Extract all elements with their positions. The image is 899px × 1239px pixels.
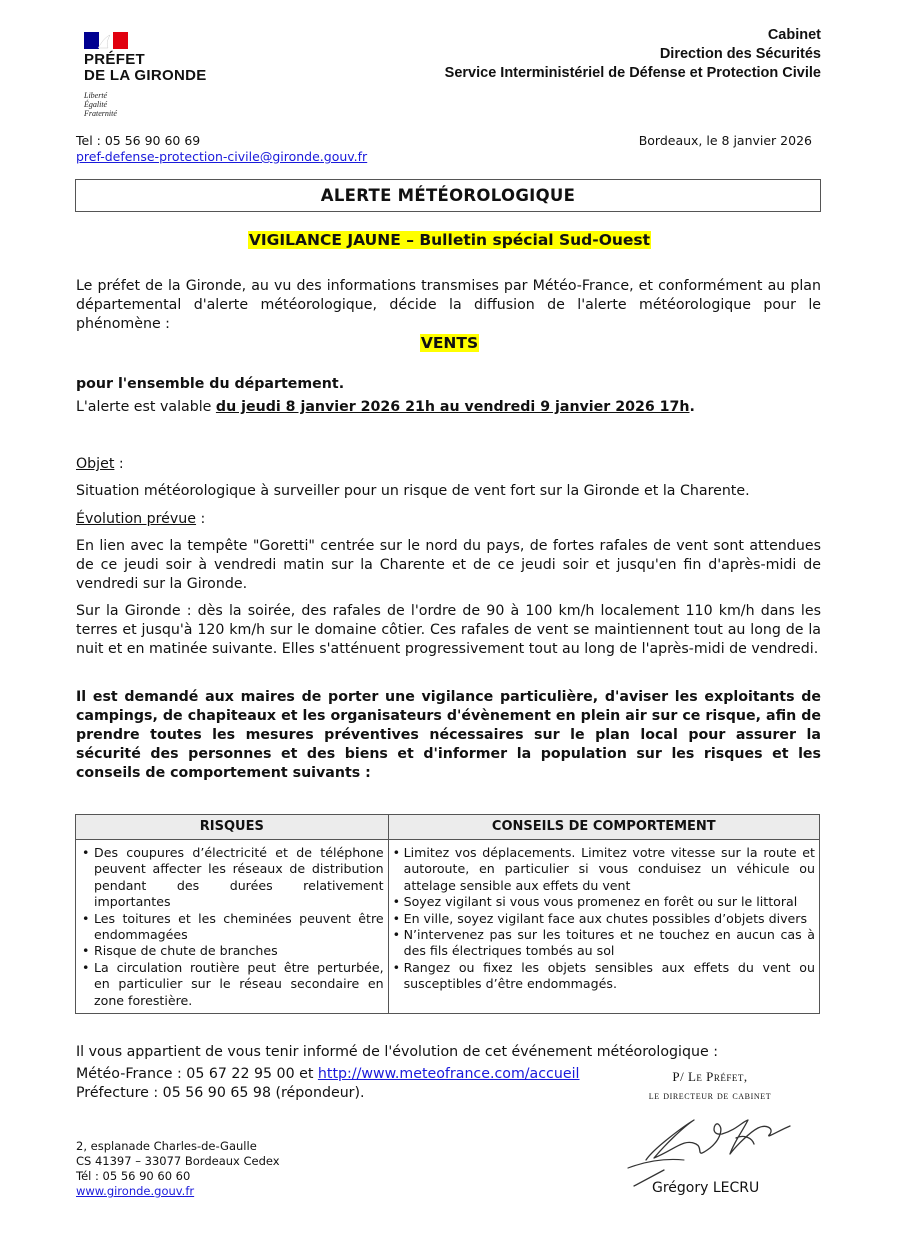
devise-liberte: Liberté xyxy=(84,91,108,100)
risque-item: • Risque de chute de branches xyxy=(80,943,384,959)
footer-tel: Tél : 05 56 90 60 60 xyxy=(76,1169,191,1183)
table-header-row xyxy=(76,815,820,840)
conseils-table xyxy=(75,814,820,1014)
evolution-colon: : xyxy=(196,511,206,527)
conseil-item: • En ville, soyez vigilant face aux chutes possibles d’objets divers xyxy=(393,911,815,927)
footer-cs: CS 41397 – 33077 Bordeaux Cedex xyxy=(76,1154,280,1168)
phenomene-label: VENTS xyxy=(420,334,479,352)
validity-period: du jeudi 8 janvier 2026 21h au vendredi 9 janvier 2026 17h xyxy=(215,399,690,415)
scope-text: pour l'ensemble du département. xyxy=(76,376,345,392)
devise xyxy=(84,91,117,118)
objet-heading xyxy=(76,455,124,474)
conseil-item: • Limitez vos déplacements. Limitez votre vitesse sur la route et autoroute, en particulier si vous conduisez un véhicule ou attelage sensible aux effets du vent xyxy=(393,845,815,894)
validity-line xyxy=(76,398,695,417)
logo-title-line1: PRÉFET xyxy=(84,51,145,68)
info-line: Il vous appartient de vous tenir informé de l'évolution de cet événement météorologique : xyxy=(76,1044,719,1060)
contact-tel: Tel : 05 56 90 60 69 xyxy=(76,133,201,148)
meteo-phone: Météo-France : 05 67 22 95 00 et xyxy=(76,1066,318,1082)
signature-directeur: le directeur de cabinet xyxy=(648,1090,772,1102)
prefecture-line: Préfecture : 05 56 90 65 98 (répondeur). xyxy=(76,1085,365,1101)
evolution-heading xyxy=(76,510,205,529)
validity-prefix: L'alerte est valable xyxy=(76,399,216,415)
contact-email-link[interactable]: pref-defense-protection-civile@gironde.gouv.fr xyxy=(76,149,368,164)
prefecture-logo xyxy=(76,30,236,125)
signataire-name: Grégory LECRU xyxy=(652,1180,760,1196)
evolution-paragraph-2: Sur la Gironde : dès la soirée, des rafales de l'ordre de 90 à 100 km/h localement 110 km/h dans les terres et jusqu'à 120 km/h sur le domaine côtier. Ces rafales de vent se maintiennent tout au long de la nuit et en matinée suivante. Elles s'atténuent progressivement tout au long de l'après-midi de vendredi. xyxy=(76,603,821,657)
conseil-item: • Rangez ou fixez les objets sensibles aux effets du vent ou susceptibles d’être endommagés. xyxy=(393,960,815,993)
vigilance-banner: VIGILANCE JAUNE – Bulletin spécial Sud-Ouest xyxy=(248,231,651,249)
footer-address xyxy=(76,1139,280,1199)
header-conseils: CONSEILS DE COMPORTEMENT xyxy=(388,815,819,840)
devise-egalite: Égalité xyxy=(84,100,108,109)
header-risques: RISQUES xyxy=(76,815,389,840)
header-cabinet: Cabinet xyxy=(767,27,821,43)
risque-item: • Des coupures d’électricité et de téléphone peuvent affecter les réseaux de distribution pendant des durées relativement importantes xyxy=(80,845,384,911)
footer-street: 2, esplanade Charles-de-Gaulle xyxy=(76,1139,257,1153)
signature-prefet: P/ Le Préfet, xyxy=(672,1069,748,1084)
conseil-item: • Soyez vigilant si vous vous promenez en forêt ou sur le littoral xyxy=(393,894,815,910)
objet-colon: : xyxy=(114,456,124,472)
risque-item: • Les toitures et les cheminées peuvent être endommagées xyxy=(80,911,384,944)
conseil-item: • N’intervenez pas sur les toitures et ne touchez en aucun cas à des fils électriques tombés au sol xyxy=(393,927,815,960)
logo-title-line2: DE LA GIRONDE xyxy=(84,67,207,84)
objet-label: Objet xyxy=(76,456,115,472)
evolution-label: Évolution prévue xyxy=(76,511,197,527)
header-service: Service Interministériel de Défense et Protection Civile xyxy=(444,65,821,81)
meteofrance-link[interactable]: http://www.meteofrance.com/accueil xyxy=(317,1066,580,1082)
handwritten-signature xyxy=(624,1108,809,1190)
intro-paragraph: Le préfet de la Gironde, au vu des informations transmises par Météo-France, et conformément au plan départemental d'alerte météorologique, décide la diffusion de l'alerte météorologique pour le phénomène : xyxy=(76,278,821,332)
document-date: Bordeaux, le 8 janvier 2026 xyxy=(638,133,812,148)
marianne-flag-icon xyxy=(84,32,128,49)
validity-suffix: . xyxy=(689,399,695,415)
demande-paragraph: Il est demandé aux maires de porter une vigilance particulière, d'aviser les exploitants de campings, de chapiteaux et les organisateurs d'évènement en plein air sur ce risque, afin de prendre toutes les mesures préventives nécessaires sur le plan local pour assurer la sécurité des personnes et des biens et d'informer la population sur les risques et les conseils de comportement suivants : xyxy=(76,689,821,781)
risque-item: • La circulation routière peut être perturbée, en particulier sur le réseau secondaire en zone forestière. xyxy=(80,960,384,1009)
header-direction: Direction des Sécurités xyxy=(659,46,821,62)
conseils-cell xyxy=(388,840,819,1014)
table-row xyxy=(76,840,820,1014)
devise-fraternite: Fraternité xyxy=(84,109,117,118)
evolution-paragraph-1: En lien avec la tempête "Goretti" centrée sur le nord du pays, de fortes rafales de vent sont attendues de ce jeudi soir à vendredi matin sur la Charente et de ce jeudi soir et jusqu'en fin d'après-midi de vendredi sur la Gironde. xyxy=(76,538,821,592)
objet-text: Situation météorologique à surveiller pour un risque de vent fort sur la Gironde et la Charente. xyxy=(76,483,750,499)
risques-cell xyxy=(76,840,389,1014)
footer-website-link[interactable]: www.gironde.gouv.fr xyxy=(76,1184,195,1198)
alert-title: ALERTE MÉTÉOROLOGIQUE xyxy=(75,179,821,212)
meteo-line xyxy=(76,1065,579,1084)
